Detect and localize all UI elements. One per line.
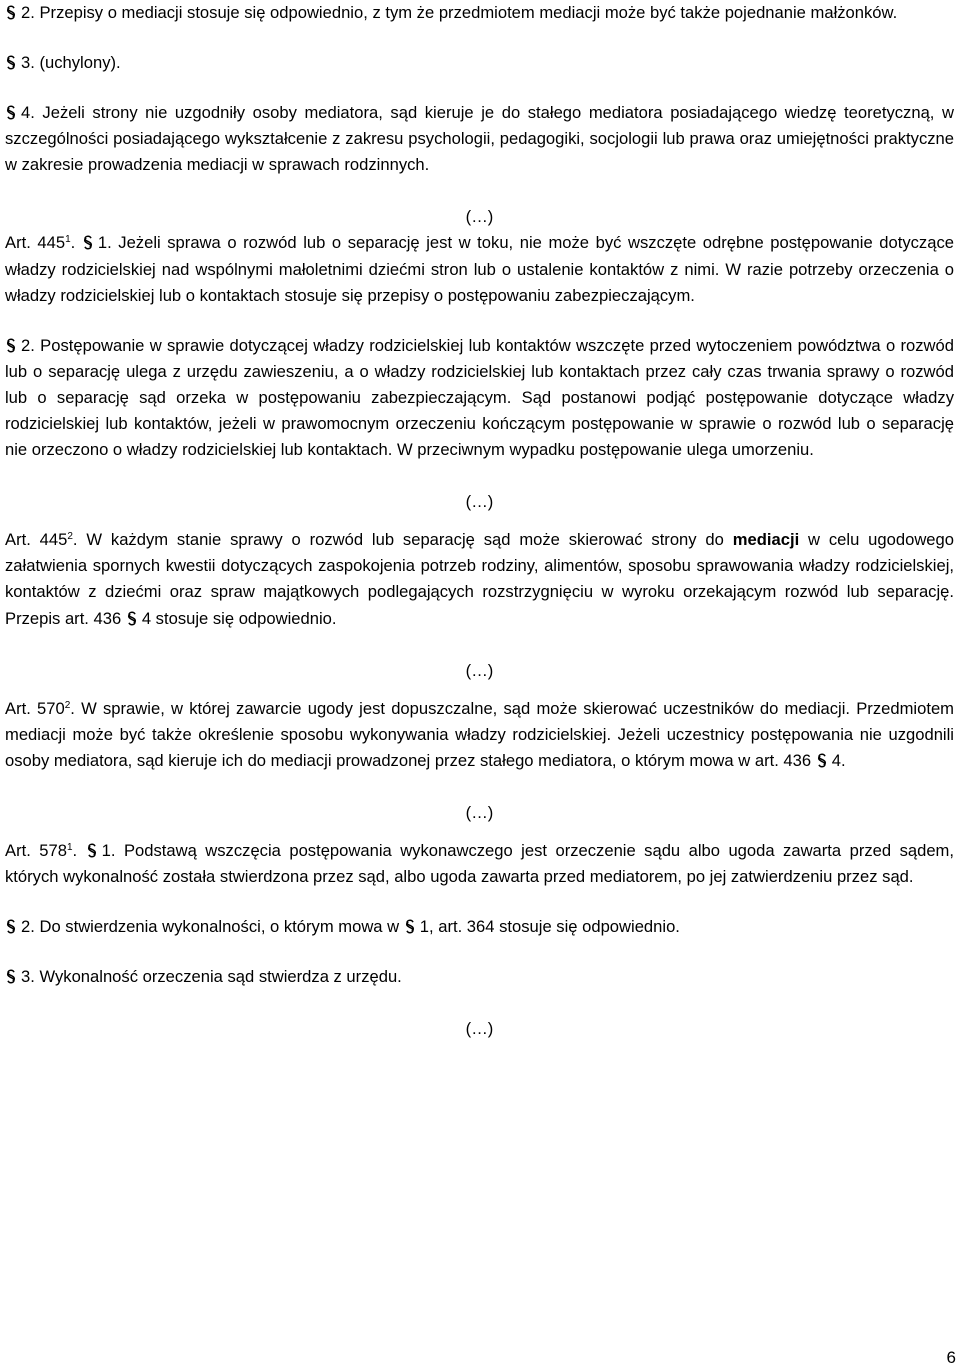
- omission-marker: (…): [465, 660, 494, 680]
- article-578-1-paragraph-3: [5, 964, 954, 990]
- article-445-1-paragraph-1: [5, 230, 954, 308]
- section-sign-icon: [5, 919, 17, 934]
- paragraph-number: 1.: [97, 233, 112, 253]
- article-label: Art. 570: [5, 698, 65, 718]
- paragraph-number: 2.: [21, 917, 35, 937]
- paragraph-4: [5, 100, 954, 178]
- article-570-2: [5, 696, 954, 774]
- article-dot: .: [72, 840, 78, 860]
- section-sign-icon: [126, 611, 138, 626]
- paragraph-text: Jeżeli sprawa o rozwód lub o separację jest w toku, nie może być wszczęte odrębne postępowanie dotyczące władzy rodzicielskiej nad wspólnymi małoletnimi dziećmi stron lub o ustalenie kontaktów z nimi. W razie potrzeby orzeczenia o władzy rodzicielskiej lub o kontaktach stosuje się przepisy o postępowaniu zabezpieczającym.: [5, 233, 954, 305]
- section-sign-icon: [5, 55, 17, 70]
- article-578-1-paragraph-1: [5, 838, 954, 890]
- paragraph-text: Do stwierdzenia wykonalności, o którym mowa w: [39, 917, 400, 937]
- section-sign-icon: [5, 5, 17, 20]
- article-445-2: [5, 527, 954, 631]
- article-superscript: 1: [65, 234, 71, 246]
- article-superscript: 2: [64, 699, 71, 711]
- document-content: [5, 0, 954, 1042]
- paragraph-text: Podstawą wszczęcia postępowania wykonawczego jest orzeczenie sądu albo ugoda zawarta przed sądem, których wykonalność została stwierdzona przez sąd, albo ugoda zawarta przed mediatorem, po jej zatwierdzeniu przez sąd.: [5, 840, 954, 886]
- page-number: 6: [946, 1348, 956, 1367]
- omission-marker: (…): [465, 802, 494, 822]
- section-sign-icon: [404, 919, 416, 934]
- article-text: . W sprawie, w której zawarcie ugody jest dopuszczalne, sąd może skierować uczestników do mediacji. Przedmiotem mediacji może być także określenie sposobu wykonywania władzy rodzicielskiej. Jeżeli uczestnicy postępowania nie uzgodnili osoby mediatora, sąd kieruje ich do mediacji prowadzonej przez stałego mediatora, o którym mowa w art. 436: [5, 698, 954, 770]
- article-text-tail: 4.: [831, 750, 846, 770]
- section-sign-icon: [816, 753, 828, 768]
- article-label: Art. 578: [5, 840, 67, 860]
- section-sign-icon: [82, 235, 94, 250]
- paragraph-number: 2.: [21, 335, 35, 355]
- paragraph-3: [5, 50, 954, 76]
- section-sign-icon: [5, 969, 17, 984]
- section-sign-icon: [5, 338, 17, 353]
- article-label: Art. 445: [5, 530, 68, 550]
- article-445-1-paragraph-2: [5, 333, 954, 463]
- paragraph-text-tail: 1, art. 364 stosuje się odpowiednio.: [419, 917, 680, 937]
- paragraph-number: 4.: [21, 103, 35, 123]
- article-bold-term: mediacji: [732, 530, 800, 550]
- paragraph-text: Wykonalność orzeczenia sąd stwierdza z urzędu.: [39, 967, 402, 987]
- paragraph-text: Postępowanie w sprawie dotyczącej władzy rodzicielskiej lub kontaktów wszczęte przed wytoczeniem powództwa o rozwód lub o separację ulega z urzędu zawieszeniu, a o władzy rodzicielskiej lub kontaktach przez cały czas trwania sprawy o rozwód lub o separację sąd orzeka w postępowaniu zabezpieczającym. Sąd postanowi podjąć postępowanie dotyczące władzy rodzicielskiej lub kontaktów, jeżeli w prawomocnym orzeczeniu kończącym postępowanie w sprawie o rozwód lub o separację nie orzeczono o władzy rodzicielskiej lub kontaktach. W przeciwnym wypadku postępowanie ulega umorzeniu.: [5, 335, 954, 460]
- section-sign-icon: [5, 105, 17, 120]
- paragraph-number: 1.: [101, 840, 116, 860]
- paragraph-text: (uchylony).: [39, 53, 121, 73]
- paragraph-text: Jeżeli strony nie uzgodniły osoby mediatora, sąd kieruje je do stałego mediatora posiadającego wiedzę teoretyczną, w szczególności posiadającego wykształcenie z zakresu psychologii, pedagogiki, socjologii lub prawa oraz umiejętności praktyczne w zakresie prowadzenia mediacji w sprawach rodzinnych.: [5, 103, 954, 175]
- article-text-tail: 4 stosuje się odpowiednio.: [141, 608, 337, 628]
- article-superscript: 1: [66, 841, 73, 853]
- article-dot: .: [70, 233, 76, 253]
- article-text-after: w celu ugodowego załatwienia spornych kwestii dotyczących zaspokojenia potrzeb rodziny, alimentów, sposobu sprawowania władzy rodzicielskiej, kontaktów z dziećmi oraz spraw majątkowych podlegających rozstrzygnięciu w wyroku orzekającym rozwód lub separację. Przepis art. 436: [5, 530, 954, 628]
- omission-marker: (…): [465, 207, 494, 227]
- article-578-1-paragraph-2: [5, 914, 954, 940]
- paragraph-number: 2.: [21, 3, 35, 22]
- paragraph-2: [5, 0, 954, 26]
- article-text-before: . W każdym stanie sprawy o rozwód lub separację sąd może skierować strony do: [72, 530, 733, 550]
- omission-marker: (…): [465, 1019, 494, 1039]
- paragraph-number: 3.: [21, 967, 35, 987]
- paragraph-text: Przepisy o mediacji stosuje się odpowiednio, z tym że przedmiotem mediacji może być także pojednanie małżonków.: [39, 3, 898, 22]
- section-sign-icon: [86, 843, 98, 858]
- omission-marker: (…): [465, 492, 494, 512]
- paragraph-number: 3.: [21, 53, 35, 73]
- article-label: Art. 445: [5, 233, 66, 253]
- article-superscript: 2: [67, 531, 73, 543]
